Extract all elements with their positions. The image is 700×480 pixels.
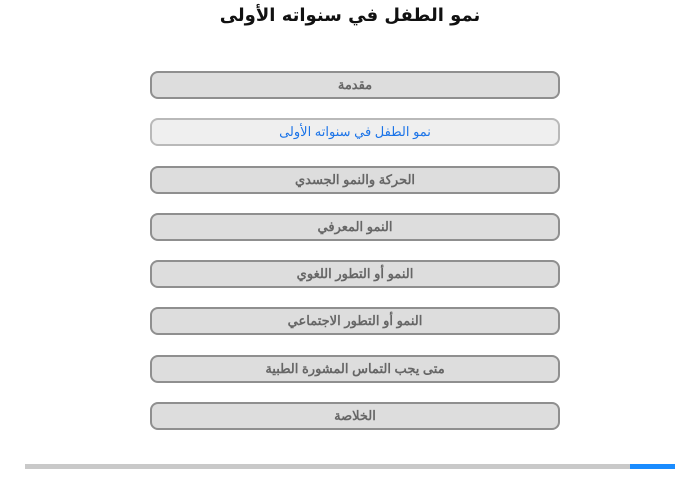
progress-bar [25, 464, 675, 469]
menu-item-social[interactable]: النمو أو التطور الاجتماعي [150, 307, 560, 335]
menu-item-child-development[interactable]: نمو الطفل في سنواته الأولى [150, 118, 560, 146]
progress-bar-fill [630, 464, 676, 469]
menu-item-cognitive[interactable]: النمو المعرفي [150, 213, 560, 241]
page-title: نمو الطفل في سنواته الأولى [219, 5, 481, 26]
menu-item-intro[interactable]: مقدمة [150, 71, 560, 99]
menu-item-motor-physical[interactable]: الحركة والنمو الجسدي [150, 166, 560, 194]
menu-item-language[interactable]: النمو أو التطور اللغوي [150, 260, 560, 288]
chapter-menu [150, 71, 560, 449]
menu-item-medical-advice[interactable]: متى يجب التماس المشورة الطبية [150, 355, 560, 383]
menu-item-summary[interactable]: الخلاصة [150, 402, 560, 430]
